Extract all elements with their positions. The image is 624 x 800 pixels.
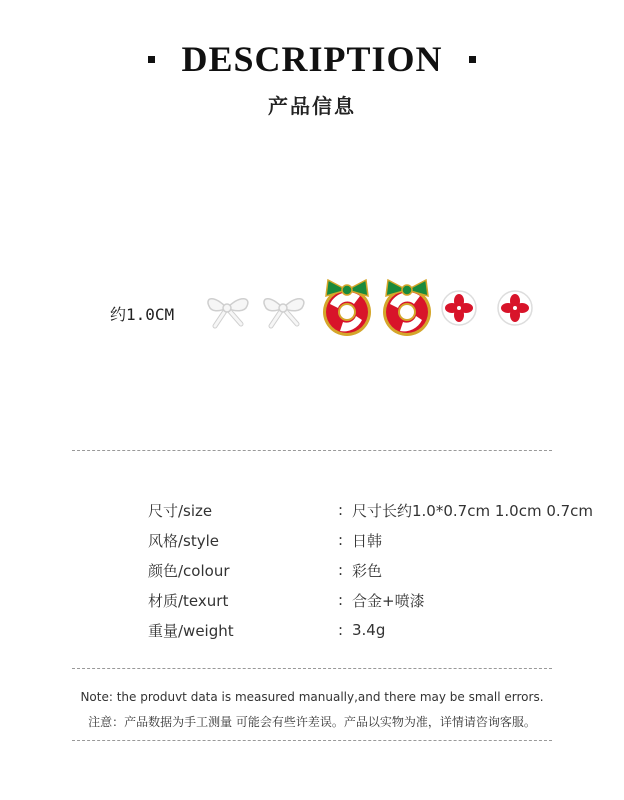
- divider-top: [72, 450, 552, 451]
- spec-value: 3.4g: [352, 621, 386, 639]
- divider-middle: [72, 668, 552, 669]
- spec-key: 尺寸/size: [148, 501, 213, 520]
- wreath-icon: [323, 280, 371, 336]
- spec-value: 合金+喷漆: [352, 591, 425, 610]
- spec-value: 尺寸长约1.0*0.7cm 1.0cm 0.7cm: [352, 501, 594, 520]
- spec-key: 材质/texurt: [148, 591, 229, 610]
- white-bow-icon: [264, 299, 304, 326]
- spec-row-size: [148, 495, 593, 525]
- spec-key: 风格/style: [148, 531, 220, 550]
- flower-stud-icon: [498, 291, 532, 325]
- spec-colon: :: [338, 531, 344, 549]
- title-row: [0, 38, 624, 80]
- note-section: [0, 690, 624, 730]
- spec-row-material: [148, 585, 593, 615]
- earrings-illustration: [195, 270, 555, 340]
- header: [0, 38, 624, 119]
- spec-value: 日韩: [352, 531, 383, 550]
- spec-colon: :: [338, 591, 344, 609]
- spec-value: 彩色: [352, 561, 383, 580]
- spec-key: 重量/weight: [148, 621, 234, 640]
- white-bow-icon: [208, 299, 248, 326]
- page-title: DESCRIPTION: [181, 39, 443, 79]
- bullet-left-icon: [148, 56, 155, 63]
- wreath-icon: [383, 280, 431, 336]
- spec-row-colour: [148, 555, 593, 585]
- size-hint: 约1.0CM: [110, 305, 175, 324]
- page-subtitle: 产品信息: [268, 94, 356, 118]
- spec-table: [148, 495, 593, 645]
- spec-row-style: [148, 525, 593, 555]
- bullet-right-icon: [469, 56, 476, 63]
- note-chinese: 注意：产品数据为手工测量 可能会有些许差误。产品以实物为准，详情请咨询客服。: [88, 715, 536, 729]
- spec-colon: :: [338, 501, 344, 519]
- spec-row-weight: [148, 615, 593, 645]
- divider-bottom: [72, 740, 552, 741]
- spec-colon: :: [338, 561, 344, 579]
- spec-key: 颜色/colour: [148, 561, 230, 580]
- spec-colon: :: [338, 621, 344, 639]
- flower-stud-icon: [442, 291, 476, 325]
- note-english: Note: the produvt data is measured manually,and there may be small errors.: [80, 690, 544, 704]
- product-image: [195, 270, 555, 344]
